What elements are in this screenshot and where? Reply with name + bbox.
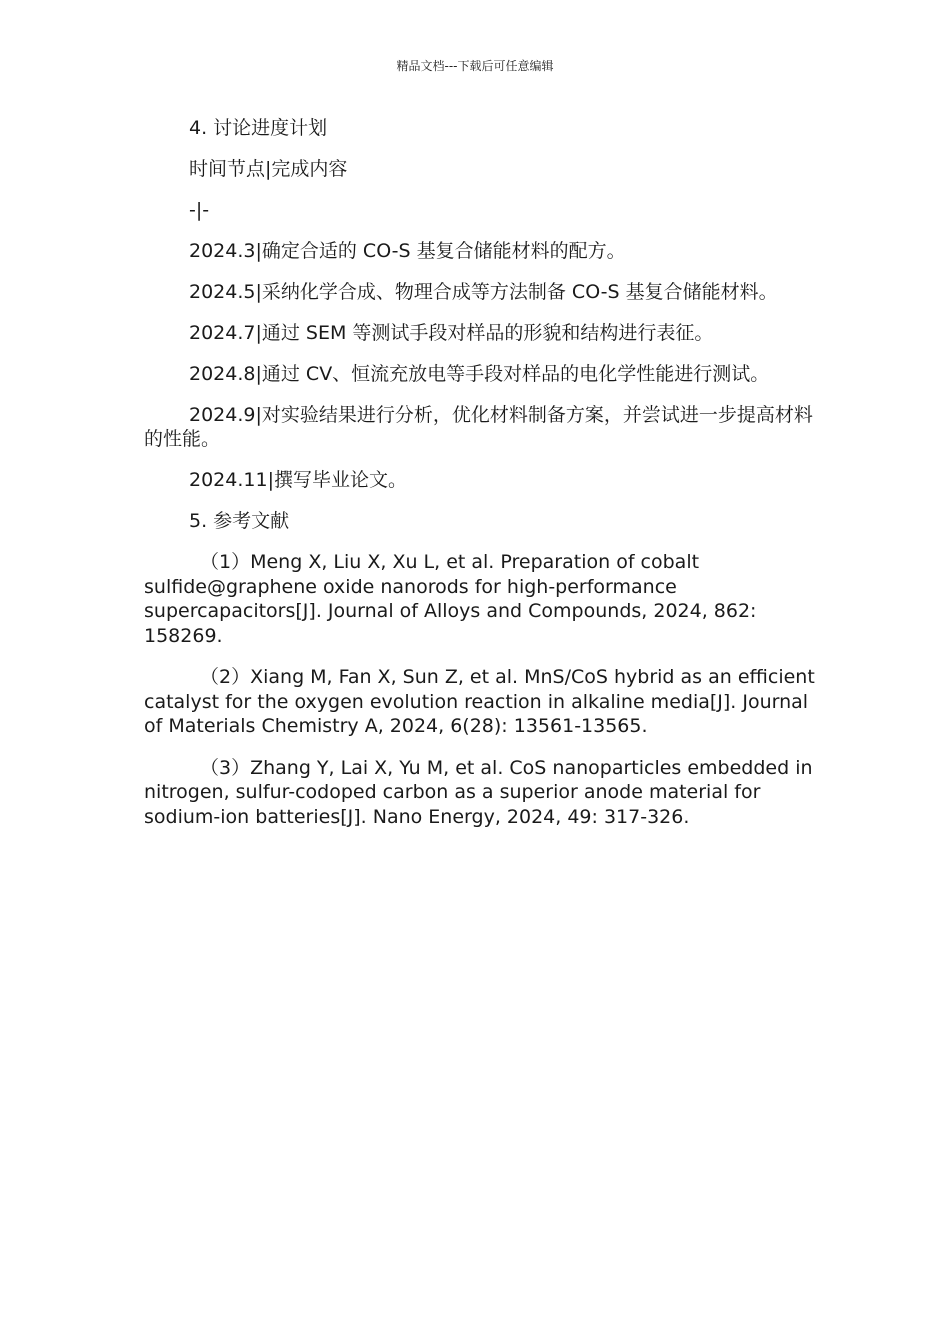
section-4-heading: 4. 讨论进度计划 [189, 117, 328, 139]
schedule-table-header: 时间节点|完成内容 [189, 158, 348, 180]
reference-item: （2）Xiang M, Fan X, Sun Z, et al. MnS/CoS hybrid as an efficient catalyst for the oxygen evolution reaction in alkaline media[J]. Journal of Materials Chemistry A, 2024, 6(28): 13561-13565. [144, 666, 815, 737]
page-header: 精品文档---下载后可任意编辑 [396, 59, 554, 73]
schedule-row: 2024.7|通过 SEM 等测试手段对样品的形貌和结构进行表征。 [189, 322, 714, 344]
document-body [144, 116, 824, 846]
schedule-row: 2024.8|通过 CV、恒流充放电等手段对样品的电化学性能进行测试。 [189, 363, 770, 385]
reference-item: （1）Meng X, Liu X, Xu L, et al. Preparation of cobalt sulfide@graphene oxide nanorods for high-performance supercapacitors[J]. Journal of Alloys and Compounds, 2024, 862: 158269. [144, 551, 757, 647]
schedule-row: 2024.3|确定合适的 CO-S 基复合储能材料的配方。 [189, 240, 626, 262]
schedule-table-separator: -|- [189, 199, 210, 221]
schedule-row: 2024.11|撰写毕业论文。 [189, 469, 407, 491]
schedule-row: 2024.5|采纳化学合成、物理合成等方法制备 CO-S 基复合储能材料。 [189, 281, 778, 303]
section-5-heading: 5. 参考文献 [189, 510, 290, 532]
schedule-row: 2024.9|对实验结果进行分析，优化材料制备方案，并尝试进一步提高材料的性能。 [144, 404, 813, 450]
reference-item: （3）Zhang Y, Lai X, Yu M, et al. CoS nanoparticles embedded in nitrogen, sulfur-codoped carbon as a superior anode material for sodium-ion batteries[J]. Nano Energy, 2024, 49: 317-326. [144, 756, 813, 828]
